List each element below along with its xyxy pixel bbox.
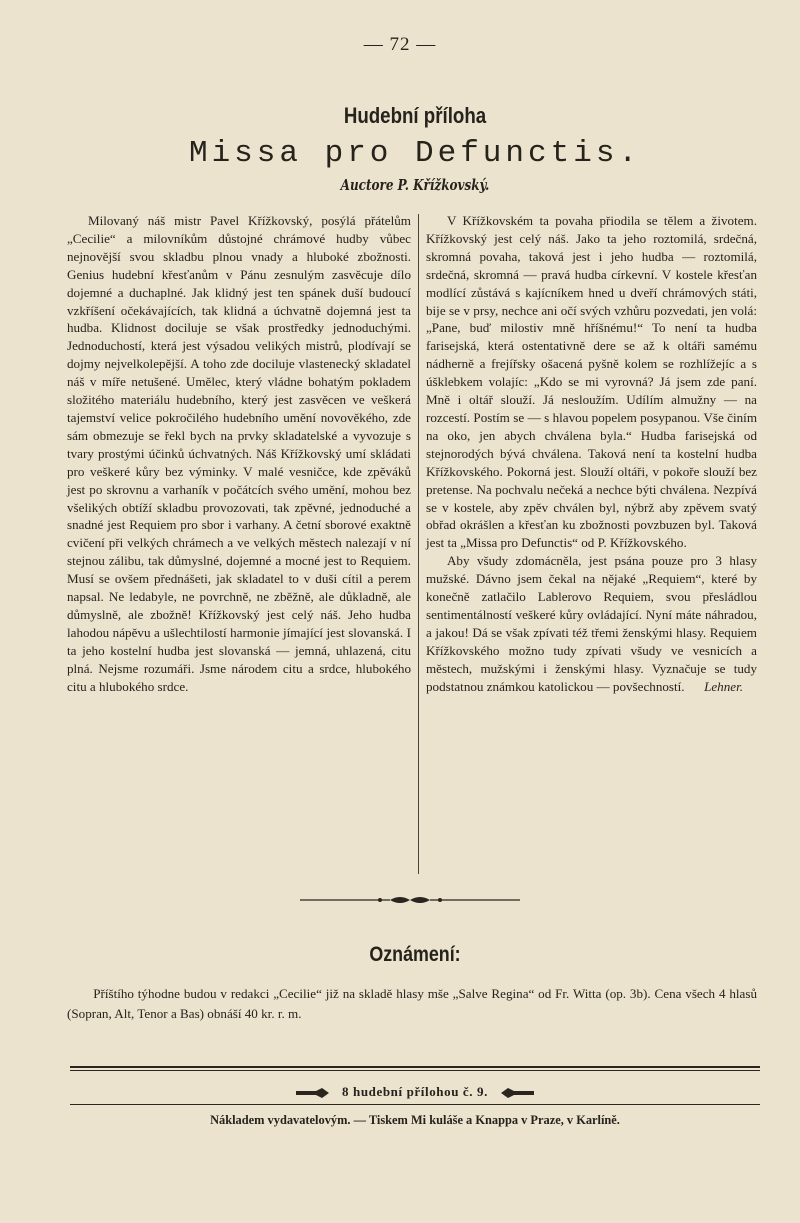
announcement-heading: Oznámení: [369,943,461,966]
right-paragraph-1: V Křížkovském ta povaha přiodila se tělem a životem. Křížkovský jest celý náš. Jako ta jeho roztomilá, srdečná, skromná povaha, taková jest i jeho hudba — roztomilá, srdečná, skromná — pravá hudba církevní. V kostele křesťan modlící zůstává s kajícníkem hned u dveří chrámových státi, bije se v prsy, nechce ani očí svých vzhůru pozvedati, jen volá: „Pane, buď milostiv mně hříšnému!“ To není ta hudba farisejská, která ostentativně dere se až k oltáři samému nádherně a frejířsky ošacená pyšně kolem se rozhlížejíc a s úšklebkem volajíc: „Kdo se mi vyrovná? Já jsem zde paní. Mně i oltář slouží. Já nesloužím. Udílím almužny — na rozcestí. Postím se — s hlavou popelem posypanou. Vše činím na oko, jen abych chválena byla.“ Hudba farisejská od stejnorodých bývá chválena. Taková není ta kostelní hudba Křížkovského. Pokorná jest. Slouží oltáři, v pokoře slouží bez pretense. Na pochvalu nečeká a nechce býti chválena. Nezpívá se v kostele, aby zpěv chválen byl, nýbrž aby zpěvem svatý obřad okrášlen a křesťan ku zbožnosti povzbuzen byl. Taková jest ta „Missa pro Defunctis“ od P. Křížkovského. [426,213,757,551]
page-number: — 72 — [363,34,437,55]
author-line: Auctore P. Křížkovský. [340,176,490,194]
publisher-line: Nákladem vydavatelovým. — Tiskem Mi kuláše a Knappa v Praze, v Karlíně. [210,1113,620,1127]
pointing-hand-left-icon [500,1087,534,1099]
column-divider [418,214,419,874]
section-heading: Hudební příloha [343,103,487,128]
ornamental-divider-icon [300,893,520,907]
right-paragraph-2: Aby všudy zdomácněla, jest psána pouze pro 3 hlasy mužské. Dávno jsem čekal na nějaké „Requiem“, které by konečně zatlačilo Lablerovo Requiem, svou přesládlou sentimentálností veškeré kůry ovládající. Nyní máte náhradou, a jakou! Dá se však zpívati též třemi ženskými hlasy. Requiem Křížkovského možno tudy zpívati všudy ve vesnicích a městech, mužskými i ženskými hlasy. Vyznačuje se tudy podstatnou známkou katolickou — povšechností. [426,553,757,694]
left-paragraph-1: Milovaný náš mistr Pavel Křížkovský, posýlá přátelům „Cecilie“ a milovníkům důstojné chrámové hudby vůbec nejnovější svou skladbu plnou vnady a hluboké zbožnosti. Genius hudební křesťanům v Pánu zesnulým zasvěcuje dílo dojemné a duchaplné. Jak klidný jest ten spánek duší budoucí vzkříšení očekávajících, tak klidná a úchvatně dojemná jest ta hudba. Klidnost dociluje se však prostředky jednoduchými. Jednoduchostí, která jest výsadou velikých mistrů, plodívají se dojmy nejvelkolepější. A toho zde dociluje vlastenecký skladatel náš v míře netušené. Umělec, který vládne bohatým pokladem složitého materiálu hudebního, který jest zasvěcen ve veškerá tajemství velice pokročilého hudebního umění novověkého, zde sám obmezuje se řekl bych na prvky skladatelské a vyvozuje s tvary prostými účinků úchvatných. Náš Křížkovský umí skládati pro veškeré kůry bez výminky. V malé vesničce, kde zpěváků jest po skrovnu a varhaník v počátcích svého umění, mohou bez všelikých obtíží skladbu provozovati, tak zpěvné, jednoduché a snadné jest Requiem pro sbor i varhany. A četní sborové exaktně cvičení při velkých chrámech a ve velkých městech nalezají v ní stejnou zálibu, tak důmyslné, dojemné a mocné jest to Requiem. Musí se ovšem přednášeti, jak skladatel to v duši cítil a perem napsal. Ne ledabyle, ne povrchně, ne zběžně, ale důkladně, ale důmyslně, ale zbožně! Křížkovský jest celý náš. Jeho hudba lahodou nápěvu a ušlechtilostí harmonie jímající jest slovanská. I ta jeho kostelní hudba jest slovanská — jemná, uhlazená, citu plná. Nejsme rozumáři. Jsme národem citu a srdce, hlubokého citu a hlubokého srdce. [67,213,411,694]
announcement [67,984,757,1024]
footer-rule-top-thin [70,1070,760,1071]
supplement-note-line [0,1084,800,1100]
right-column [426,212,757,695]
pointing-hand-right-icon [296,1087,330,1099]
work-title: Missa pro Defunctis. [188,136,642,171]
supplement-note: 8 hudební přílohou č. 9. [342,1084,488,1099]
footer-rule-top [70,1066,760,1068]
signature: Lehner. [704,678,743,694]
footer-rule-middle [70,1104,760,1105]
left-column [67,212,411,695]
announcement-text: Příštího týhodne budou v redakci „Cecilie“ již na skladě hlasy mše „Salve Regina“ od Fr. Witta (op. 3b). Cena všech 4 hlasů (Sopran, Alt, Tenor a Bas) obnáší 40 kr. r. m. [67,986,757,1021]
